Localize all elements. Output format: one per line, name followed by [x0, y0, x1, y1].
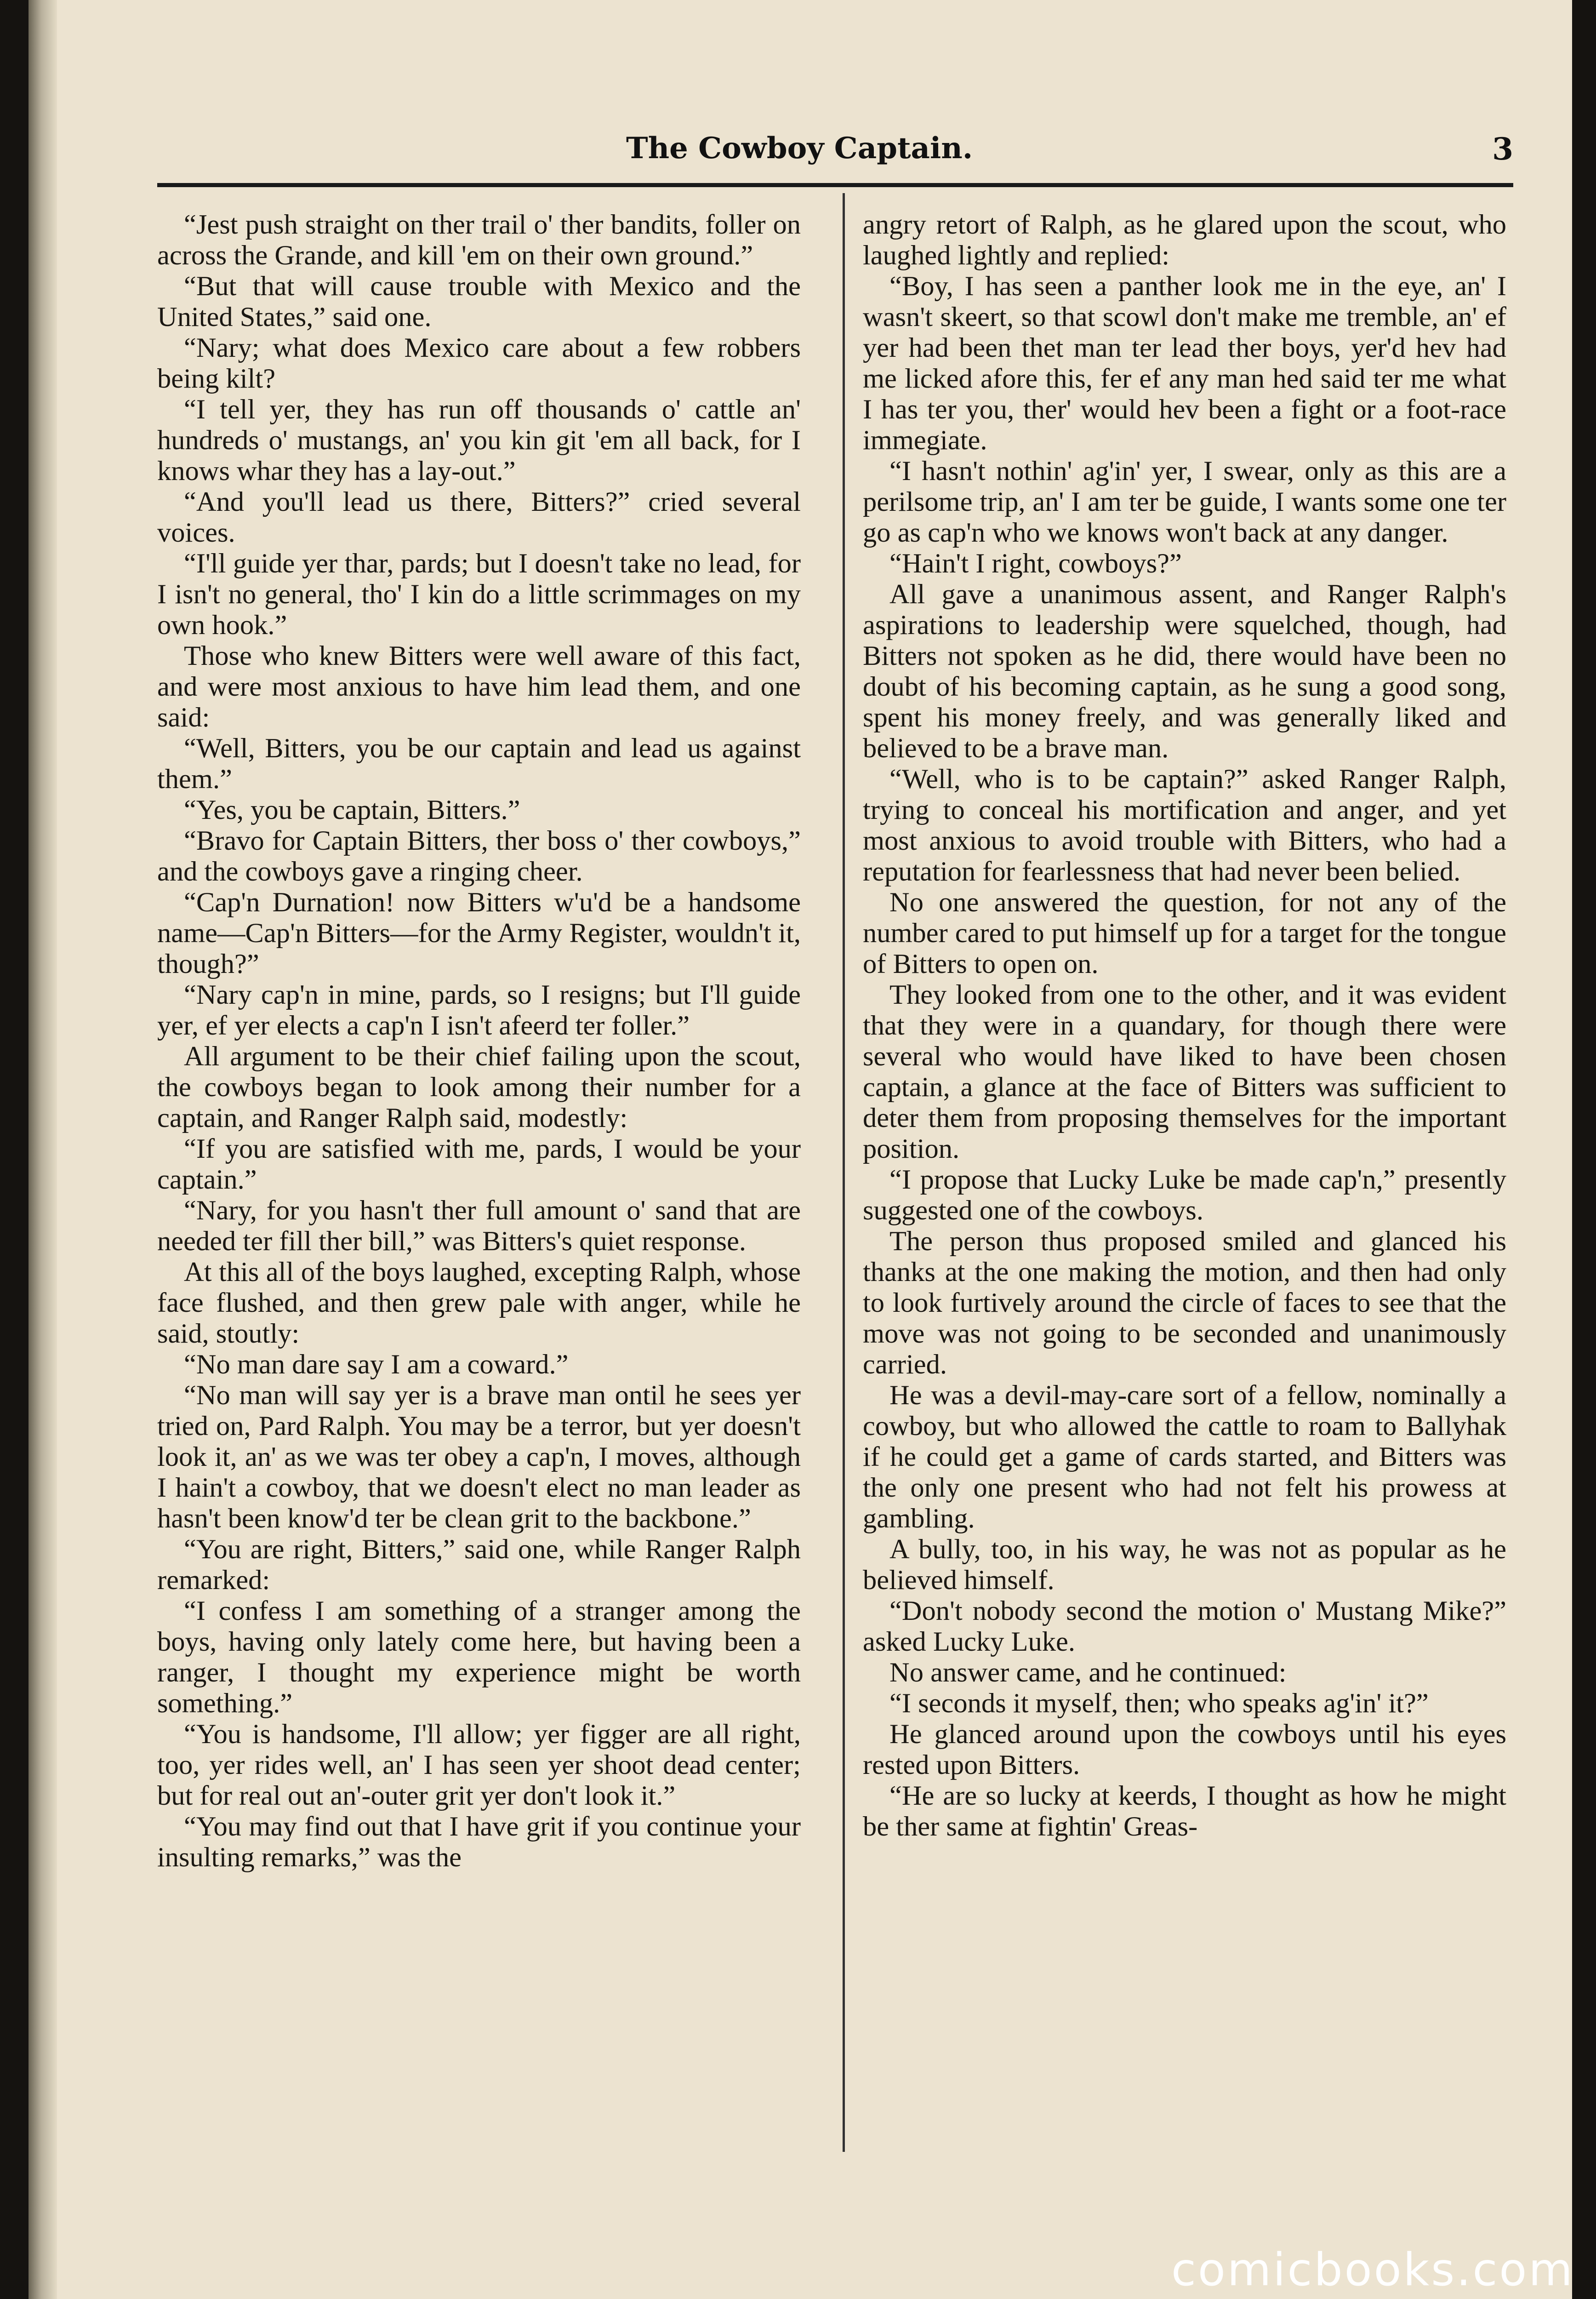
paragraph: “Cap'n Durnation! now Bitters w'u'd be a handsome name—Cap'n Bitters—for the Army Register, wouldn't it, though?” [157, 887, 801, 979]
paragraph: “Boy, I has seen a panther look me in the eye, an' I wasn't skeert, so that scowl don't make me tremble, an' ef yer had been thet man ter lead ther boys, yer'd hev had me licked afore this, fer ef any man hed said ter me what I has ter you, ther' would hev been a fight or a foot-race immegiate. [863, 271, 1506, 456]
paragraph: “Hain't I right, cowboys?” [889, 548, 1182, 579]
paragraph: “You is handsome, I'll allow; yer figger are all right, too, yer rides well, an' I has seen yer shoot dead center; but for real out an'-outer grit yer don't look it.” [157, 1719, 801, 1811]
paragraph: “Well, Bitters, you be our captain and lead us against them.” [157, 733, 801, 795]
paragraph: “But that will cause trouble with Mexico and the United States,” said one. [157, 271, 801, 332]
paragraph: All gave a unanimous assent, and Ranger Ralph's aspirations to leadership were squelched, though, had Bitters not spoken as he did, there would have been no doubt of his becoming captain, as he sung a good song, spent his money freely, and was generally liked and believed to be a brave man. [863, 579, 1506, 764]
running-title: The Cowboy Captain. [626, 131, 973, 166]
paragraph: “I propose that Lucky Luke be made cap'n,” presently suggested one of the cowboys. [863, 1164, 1506, 1226]
paragraph: All argument to be their chief failing upon the scout, the cowboys began to look among their number for a captain, and Ranger Ralph said, modestly: [157, 1041, 801, 1133]
paragraph: “Don't nobody second the motion o' Mustang Mike?” asked Lucky Luke. [863, 1596, 1506, 1657]
paragraph: He was a devil-may-care sort of a fellow, nominally a cowboy, but who allowed the cattle to roam to Ballyhak if he could get a game of cards started, and Bitters was the only one present who had not felt his prowess at gambling. [863, 1380, 1506, 1534]
paragraph: No one answered the question, for not any of the number cared to put himself up for a target for the tongue of Bitters to open on. [863, 887, 1506, 979]
paragraph: “No man dare say I am a coward.” [184, 1349, 569, 1380]
paragraph: “I seconds it myself, then; who speaks ag'in' it?” [889, 1688, 1429, 1719]
paragraph: A bully, too, in his way, he was not as popular as he believed himself. [863, 1534, 1506, 1596]
paragraph: He glanced around upon the cowboys until his eyes rested upon Bitters. [863, 1719, 1506, 1780]
paragraph: “Well, who is to be captain?” asked Ranger Ralph, trying to conceal his mortification and anger, and yet most anxious to avoid trouble with Bitters, who had a reputation for fearlessness that had never been belied. [863, 764, 1506, 887]
paragraph: “If you are satisfied with me, pards, I would be your captain.” [157, 1133, 801, 1195]
paragraph: “Nary; what does Mexico care about a few robbers being kilt? [157, 332, 801, 394]
paragraph: The person thus proposed smiled and glanced his thanks at the one making the motion, and then had only to look furtively around the circle of faces to see that the move was not going to be seconded and unanimously carried. [863, 1226, 1506, 1380]
paragraph: “Bravo for Captain Bitters, ther boss o' ther cowboys,” and the cowboys gave a ringing cheer. [157, 825, 801, 887]
watermark-text: comicbooks.com [1171, 2244, 1574, 2296]
paragraph: “Nary cap'n in mine, pards, so I resigns; but I'll guide yer, ef yer elects a cap'n I isn't afeerd ter foller.” [157, 979, 801, 1041]
paragraph: “I hasn't nothin' ag'in' yer, I swear, only as this are a perilsome trip, an' I am ter be guide, I wants some one ter go as cap'n who we knows won't back at any danger. [863, 456, 1506, 548]
right-column [863, 209, 1506, 2159]
paragraph: “Yes, you be captain, Bitters.” [184, 795, 520, 825]
book-page [28, 0, 1572, 2299]
paragraph: At this all of the boys laughed, excepting Ralph, whose face flushed, and then grew pale with anger, while he said, stoutly: [157, 1257, 801, 1349]
header-rule [157, 183, 1513, 187]
left-column [157, 209, 801, 2159]
paragraph: “I tell yer, they has run off thousands o' cattle an' hundreds o' mustangs, an' you kin git 'em all back, for I knows whar they has a lay-out.” [157, 394, 801, 486]
paragraph: “And you'll lead us there, Bitters?” cried several voices. [157, 486, 801, 548]
paragraph: “I'll guide yer thar, pards; but I doesn't take no lead, for I isn't no general, tho' I kin do a little scrimmages on my own hook.” [157, 548, 801, 641]
paragraph: “Nary, for you hasn't ther full amount o' sand that are needed ter fill ther bill,” was Bitters's quiet response. [157, 1195, 801, 1257]
column-divider [843, 193, 845, 2152]
paragraph: Those who knew Bitters were well aware of this fact, and were most anxious to have him lead them, and one said: [157, 641, 801, 733]
paragraph: angry retort of Ralph, as he glared upon the scout, who laughed lightly and replied: [863, 209, 1506, 271]
paragraph: “No man will say yer is a brave man ontil he sees yer tried on, Pard Ralph. You may be a terror, but yer doesn't look it, an' as we was ter obey a cap'n, I moves, although I hain't a cowboy, that we doesn't elect no man leader as hasn't been know'd ter be clean grit to the backbone.” [157, 1380, 801, 1534]
paragraph: “I confess I am something of a stranger among the boys, having only lately come here, but having been a ranger, I thought my experience might be worth something.” [157, 1596, 801, 1719]
paragraph: “He are so lucky at keerds, I thought as how he might be ther same at fightin' Greas- [863, 1780, 1506, 1842]
page-binding-edge [28, 0, 57, 2299]
running-header [157, 131, 1513, 182]
paragraph: “You may find out that I have grit if you continue your insulting remarks,” was the [157, 1811, 801, 1873]
paragraph: “Jest push straight on ther trail o' ther bandits, foller on across the Grande, and kill 'em on their own ground.” [157, 209, 801, 271]
page-number: 3 [1492, 131, 1513, 167]
paragraph: No answer came, and he continued: [889, 1657, 1287, 1688]
paragraph: They looked from one to the other, and it was evident that they were in a quandary, for though there were several who would have liked to have been chosen captain, a glance at the face of Bitters was sufficient to deter them from proposing themselves for the important position. [863, 979, 1506, 1164]
paragraph: “You are right, Bitters,” said one, while Ranger Ralph remarked: [157, 1534, 801, 1596]
